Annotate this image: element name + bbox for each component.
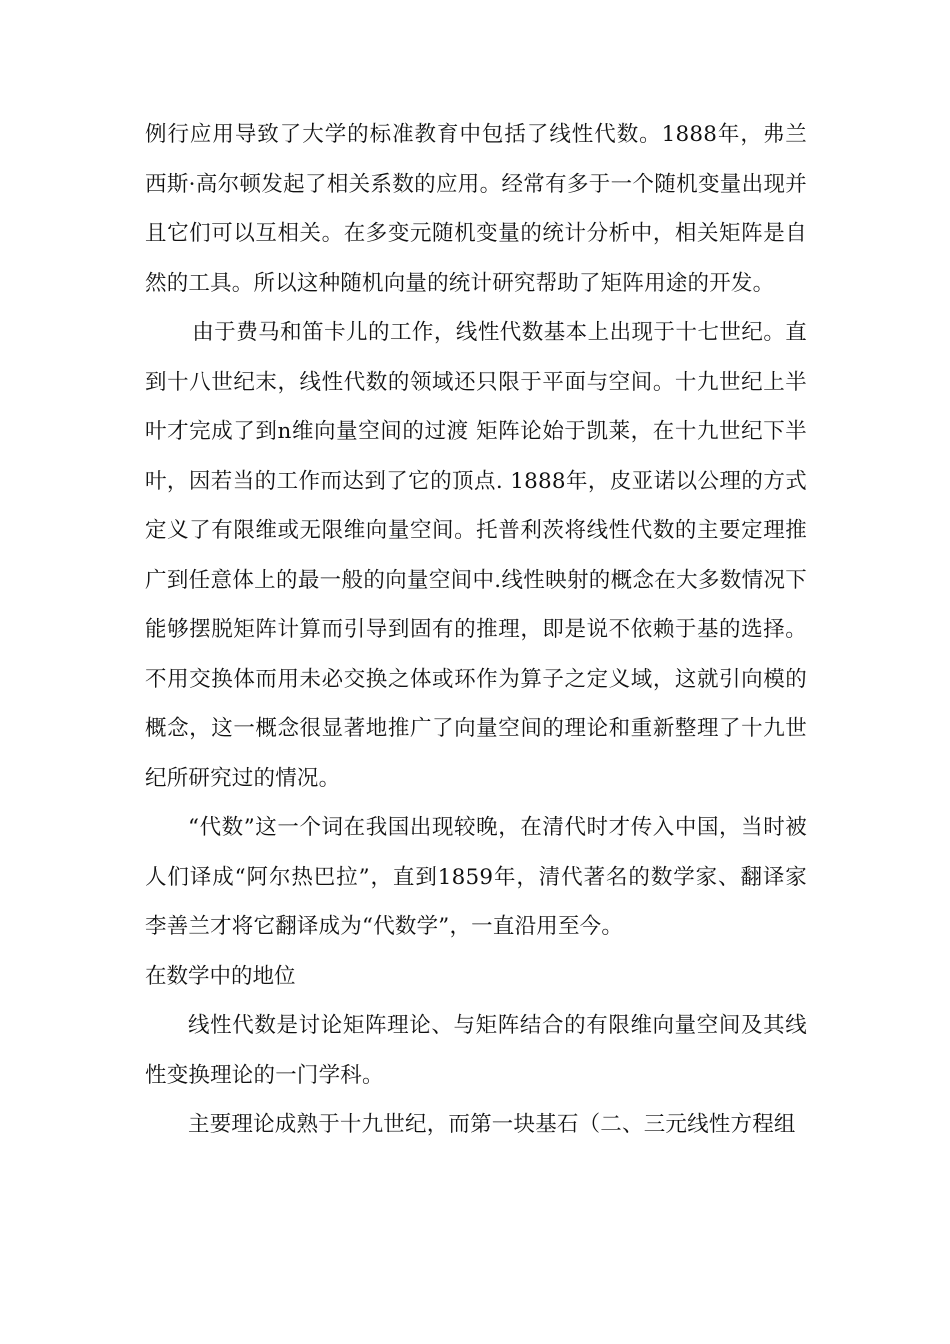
document-page	[145, 110, 807, 1150]
paragraph-5: 主要理论成熟于十九世纪，而第一块基石（二、三元线性方程组	[188, 1112, 796, 1137]
section-heading: 在数学中的地位	[145, 963, 296, 989]
paragraph-3: “代数”这一个词在我国出现较晚，在清代时才传入中国，当时被人们译成“阿尔热巴拉”，直到1859年，清代著名的数学家、翻译家李善兰才将它翻译成为“代数学”，一直沿用至今。	[145, 815, 807, 939]
paragraph-2: 由于费马和笛卡儿的工作，线性代数基本上出现于十七世纪。直到十八世纪末，线性代数的领域还只限于平面与空间。十九世纪上半叶才完成了到n维向量空间的过渡 矩阵论始于凯莱，在十九世纪下半叶，因若当的工作而达到了它的顶点. 1888年，皮亚诺以公理的方式定义了有限维或无限维向量空间。托普利茨将线性代数的主要定理推广到任意体上的最一般的向量空间中.线性映射的概念在大多数情况下能够摆脱矩阵计算而引导到固有的推理，即是说不依赖于基的选择。不用交换体而用未必交换之体或环作为算子之定义域，这就引向模的概念，这一概念很显著地推广了向量空间的理论和重新整理了十九世纪所研究过的情况。	[145, 320, 807, 791]
paragraph-4: 线性代数是讨论矩阵理论、与矩阵结合的有限维向量空间及其线性变换理论的一门学科。	[145, 1013, 807, 1088]
paragraph-1: 例行应用导致了大学的标准教育中包括了线性代数。1888年，弗兰西斯·高尔顿发起了相关系数的应用。经常有多于一个随机变量出现并且它们可以互相关。在多变元随机变量的统计分析中，相关矩阵是自然的工具。所以这种随机向量的统计研究帮助了矩阵用途的开发。	[145, 122, 807, 296]
